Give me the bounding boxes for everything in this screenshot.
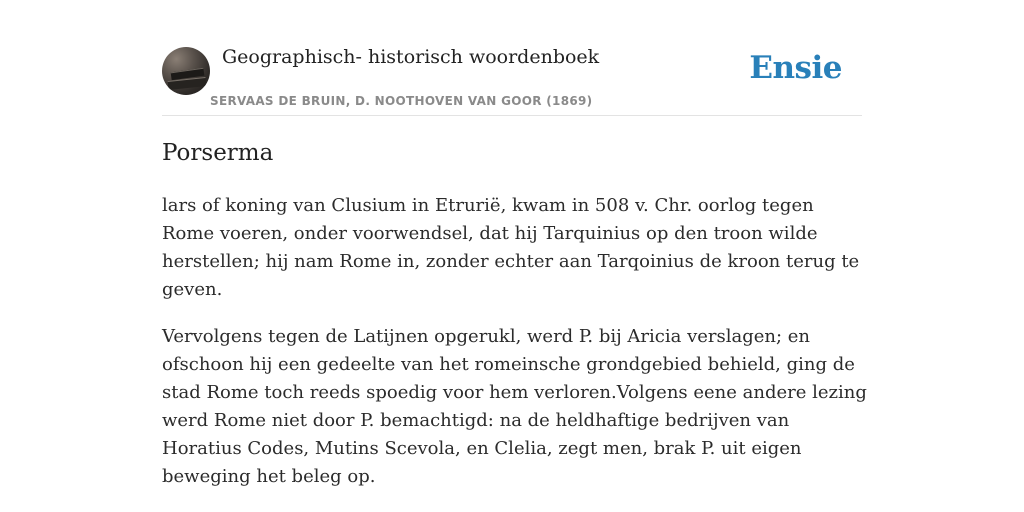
dictionary-title[interactable]: Geographisch- historisch woordenboek: [222, 46, 600, 68]
entry-paragraph-2: Vervolgens tegen de Latijnen opgerukl, werd P. bij Aricia verslagen; en ofschoon hij een gedeelte van het romeinsche grondgebied behield, ging de stad Rome toch reeds spoedig voor hem verloren.Volgens eene andere lezing werd Rome niet door P. bemachtigd: na de heldhaftige bedrijven van Horatius Codes, Mutins Scevola, en Clelia, zegt men, brak P. uit eigen beweging het beleg op.: [162, 326, 867, 487]
book-stack-icon[interactable]: [162, 47, 210, 95]
entry-paragraph-1: lars of koning van Clusium in Etrurië, kwam in 508 v. Chr. oorlog tegen Rome voeren, onder voorwendsel, dat hij Tarquinius op den troon wilde herstellen; hij nam Rome in, zonder echter aan Tarqoinius de kroon terug te geven.: [162, 195, 860, 300]
entry-content: [162, 192, 867, 510]
dictionary-header: [162, 40, 862, 116]
entry-title: Porserma: [162, 140, 274, 166]
dictionary-authors: SERVAAS DE BRUIN, D. NOOTHOVEN VAN GOOR (1869): [210, 94, 593, 108]
ensie-logo[interactable]: Ensie: [749, 50, 842, 86]
